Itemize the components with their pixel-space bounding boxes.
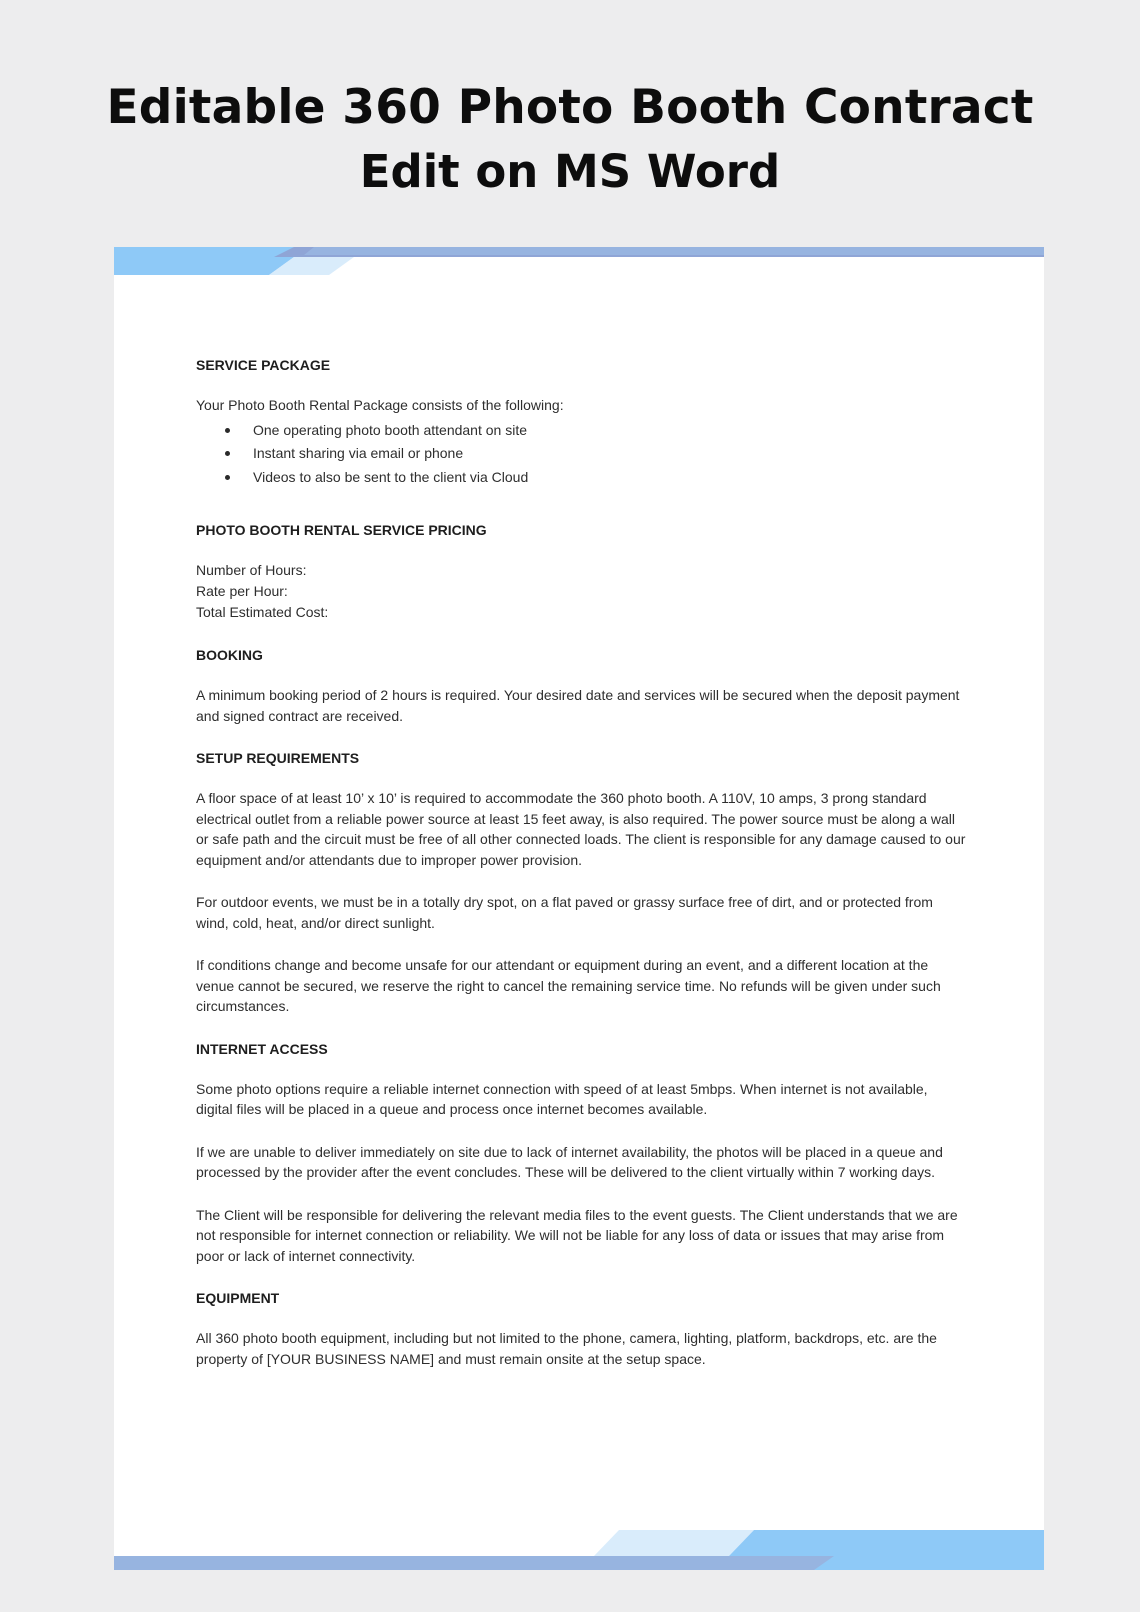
section-heading-booking: BOOKING (196, 647, 263, 663)
section-heading-setup: SETUP REQUIREMENTS (196, 750, 360, 766)
booking-paragraph: A minimum booking period of 2 hours is required. Your desired date and services will be secured when the deposit payment and signed contract are received. (196, 687, 960, 724)
header-decoration (114, 247, 1044, 283)
pricing-lines (196, 560, 966, 623)
banner-title: Editable 360 Photo Booth Contract (106, 80, 1034, 135)
internet-paragraph: The Client will be responsible for delivering the relevant media files to the event guests. The Client understands that we are not responsible for internet connection or reliability. We will not be liable for any loss of data or issues that may arise from poor or lack of internet connectivity. (196, 1206, 958, 1264)
section-heading-pricing: PHOTO BOOTH RENTAL SERVICE PRICING (196, 522, 487, 538)
equipment-paragraph: All 360 photo booth equipment, including but not limited to the phone, camera, lighting, platform, backdrops, etc. are the property of [YOUR BUSINESS NAME] and must remain onsite at the setup space. (196, 1330, 937, 1367)
contract-body (196, 355, 966, 1369)
section-heading-internet: INTERNET ACCESS (196, 1040, 328, 1057)
pricing-total-label: Total Estimated Cost: (196, 604, 329, 620)
list-item: Instant sharing via email or phone (253, 442, 966, 466)
pricing-hours-label: Number of Hours: (196, 562, 307, 578)
section-heading-equipment: EQUIPMENT (196, 1290, 280, 1306)
pricing-rate-label: Rate per Hour: (196, 583, 288, 599)
list-item: One operating photo booth attendant on site (253, 419, 966, 443)
list-item: Videos to also be sent to the client via Cloud (253, 466, 966, 490)
internet-paragraph: If we are unable to deliver immediately on site due to lack of internet availability, the photos will be placed in a queue and processed by the provider after the event concludes. These will be delivered to the client virtually within 7 working days. (196, 1143, 943, 1180)
banner-subtitle: Edit on MS Word (359, 145, 781, 198)
internet-paragraph: Some photo options require a reliable internet connection with speed of at least 5mbps. When internet is not available, digital files will be placed in a queue and process once internet becomes available. (196, 1080, 928, 1117)
service-package-intro: Your Photo Booth Rental Package consists of the following: (196, 397, 564, 413)
setup-paragraph: For outdoor events, we must be in a totally dry spot, on a flat paved or grassy surface free of dirt, and or protected from wind, cold, heat, and/or direct sunlight. (196, 894, 933, 931)
setup-paragraph: If conditions change and become unsafe for our attendant or equipment during an event, and a different location at the venue cannot be secured, we reserve the right to cancel the remaining service time. No refunds will be given under such circumstances. (196, 957, 941, 1014)
footer-decoration (114, 1530, 1044, 1570)
section-heading-service-package: SERVICE PACKAGE (196, 357, 331, 373)
service-package-list (196, 419, 966, 490)
setup-paragraph: A floor space of at least 10’ x 10’ is required to accommodate the 360 photo booth. A 110V, 10 amps, 3 prong standard electrical outlet from a reliable power source at least 15 feet away, is also required. The power source must be along a wall or safe path and the circuit must be free of all other connected loads. The client is responsible for any damage caused to our equipment and/or attendants due to improper power provision. (196, 790, 966, 868)
document-page (114, 247, 1044, 1570)
